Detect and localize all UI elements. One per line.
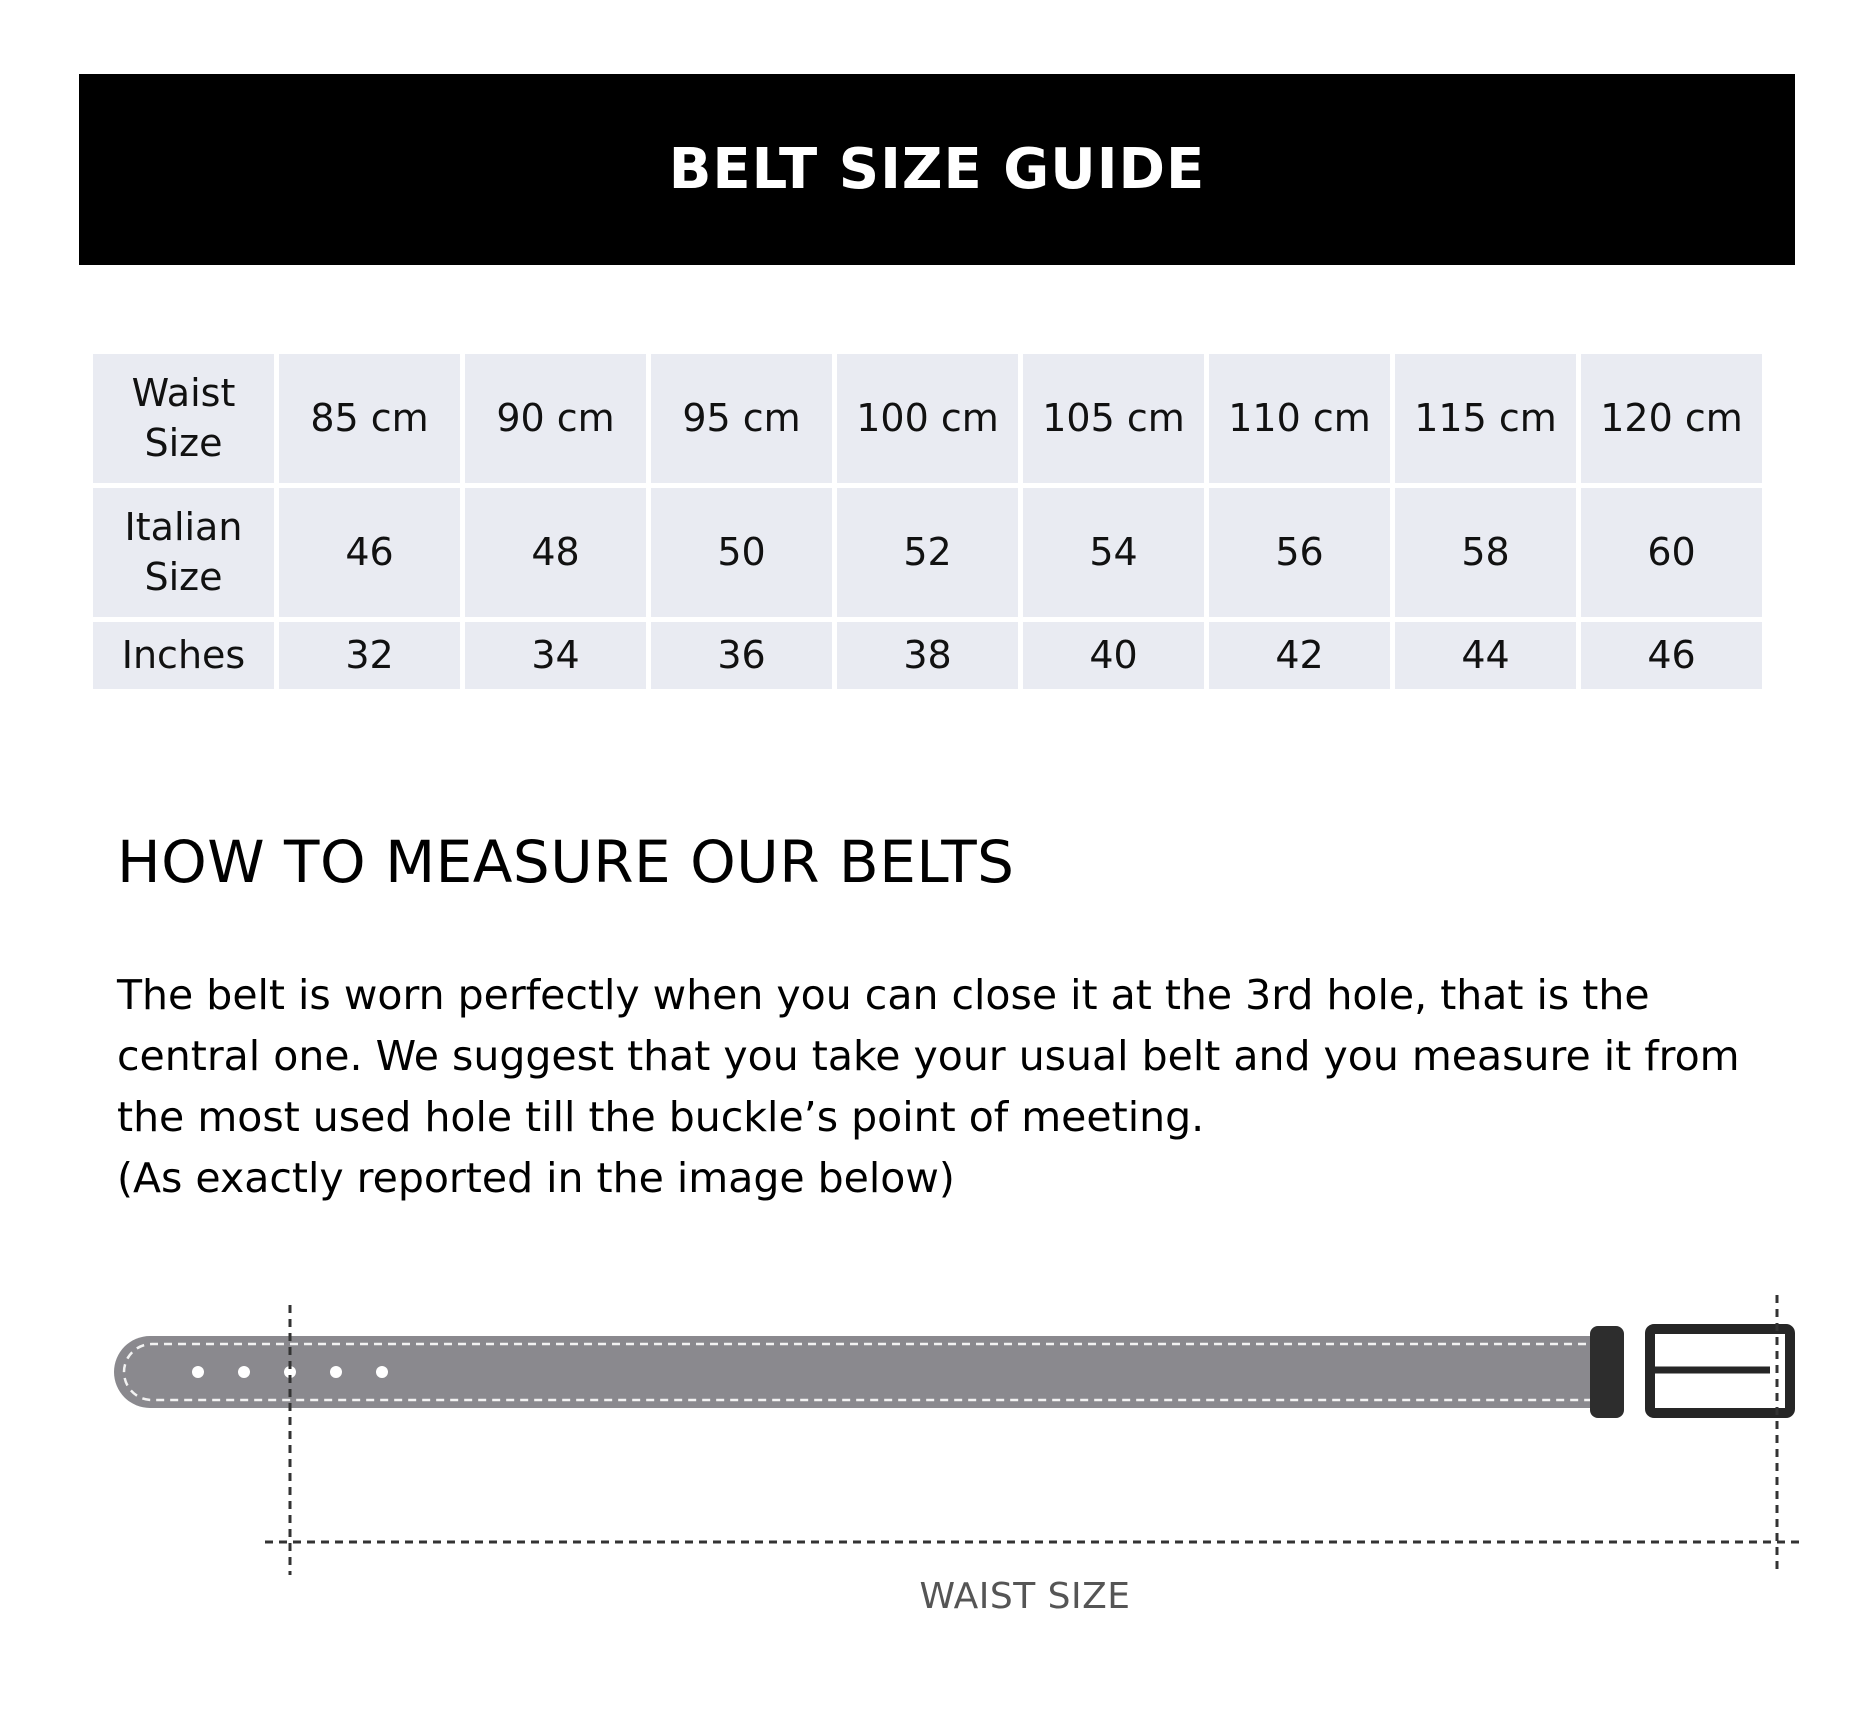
table-cell: 48 [465,488,646,617]
belt-measure-illustration [100,1290,1820,1640]
instruction-line: The belt is worn perfectly when you can close it at the 3rd hole, that is the [117,971,1650,1019]
belt-hole [238,1366,250,1378]
table-cell: 34 [465,622,646,689]
table-cell: 110 cm [1209,354,1390,483]
belt-hole [330,1366,342,1378]
table-cell: 32 [279,622,460,689]
table-cell: 46 [279,488,460,617]
table-cell: 56 [1209,488,1390,617]
table-cell: 58 [1395,488,1576,617]
instruction-line: central one. We suggest that you take your usual belt and you measure it from [117,1032,1740,1080]
header-banner [79,74,1795,265]
table-row-inches [93,622,1762,689]
table-cell: 100 cm [837,354,1018,483]
section-heading: HOW TO MEASURE OUR BELTS [117,828,1015,896]
belt-hole [192,1366,204,1378]
row-label-inches: Inches [93,622,274,689]
table-cell: 46 [1581,622,1762,689]
table-row-italian-size [93,488,1762,617]
measure-instructions [117,965,1767,1209]
table-cell: 120 cm [1581,354,1762,483]
table-row-waist-size [93,354,1762,483]
table-cell: 90 cm [465,354,646,483]
table-cell: 40 [1023,622,1204,689]
row-label-italian-size: Italian Size [93,488,274,617]
belt-illustration [100,1290,1820,1580]
table-cell: 50 [651,488,832,617]
table-cell: 36 [651,622,832,689]
belt-hole [376,1366,388,1378]
table-cell: 44 [1395,622,1576,689]
belt-size-table [88,349,1767,694]
table-cell: 60 [1581,488,1762,617]
table-cell: 95 cm [651,354,832,483]
instruction-line: the most used hole till the buckle’s point of meeting. [117,1093,1205,1141]
table-cell: 42 [1209,622,1390,689]
table-cell: 85 cm [279,354,460,483]
table-cell: 115 cm [1395,354,1576,483]
table-cell: 54 [1023,488,1204,617]
row-label-waist-size: Waist Size [93,354,274,483]
belt-keeper-loop [1590,1326,1624,1418]
instruction-line: (As exactly reported in the image below) [117,1154,955,1202]
page-title: BELT SIZE GUIDE [668,137,1206,202]
waist-size-label: WAIST SIZE [919,1576,1131,1617]
table-cell: 52 [837,488,1018,617]
table-cell: 105 cm [1023,354,1204,483]
table-cell: 38 [837,622,1018,689]
